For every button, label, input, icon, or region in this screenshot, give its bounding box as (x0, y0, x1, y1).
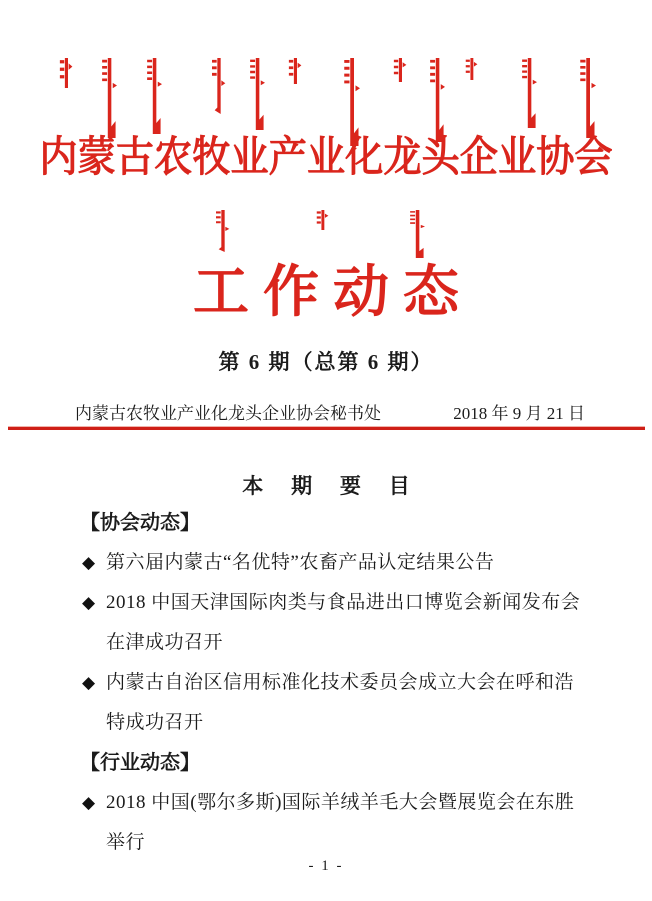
toc-item-text: 举行 (106, 832, 146, 853)
publisher-name: 内蒙古农牧业产业化龙头企业协会秘书处 (75, 404, 381, 423)
toc-section-title: 【协会动态】 (80, 512, 200, 534)
toc-heading: 本 期 要 目 (242, 475, 421, 498)
toc-item-continuation (62, 623, 592, 663)
diamond-bullet-icon: ◆ (82, 553, 96, 572)
mongolian-glyph-icon (287, 58, 302, 84)
diamond-bullet-icon: ◆ (82, 673, 96, 692)
mongolian-glyph-icon (464, 58, 478, 80)
toc-item-continuation (62, 703, 592, 743)
page-number: - 1 - (308, 858, 344, 874)
toc-item (62, 783, 592, 823)
toc-item-text: 内蒙古自治区信用标准化技术委员会成立大会在呼和浩 (106, 672, 575, 693)
toc-section-title: 【行业动态】 (80, 752, 200, 774)
doc-title: 工作动态 (193, 262, 473, 324)
toc-item-text: 2018 中国(鄂尔多斯)国际羊绒羊毛大会暨展览会在东胜 (106, 792, 575, 813)
publisher-line (75, 402, 585, 426)
issue-number-line: 第 6 期（总第 6 期） (218, 350, 434, 374)
mongolian-glyph-icon (392, 58, 407, 82)
toc-item (62, 583, 592, 623)
toc-item-text: 在津成功召开 (106, 632, 224, 653)
mongolian-glyph-icon (100, 58, 117, 138)
mongolian-glyph-icon (578, 58, 596, 138)
toc-item (62, 663, 592, 703)
toc-item (62, 543, 592, 583)
diamond-bullet-icon: ◆ (82, 593, 96, 612)
mongolian-glyph-icon (145, 58, 162, 134)
publish-date: 2018 年 9 月 21 日 (453, 404, 585, 423)
mongolian-glyph-icon (315, 210, 329, 230)
table-of-contents (62, 503, 592, 863)
mongolian-glyph-icon (520, 58, 537, 128)
mongolian-glyph-icon (58, 58, 73, 88)
mongolian-glyph-icon (408, 210, 425, 258)
mongolian-script-row-subtitle (0, 210, 652, 262)
red-divider-line (8, 426, 645, 430)
mongolian-glyph-icon (210, 58, 226, 114)
diamond-bullet-icon: ◆ (82, 793, 96, 812)
org-name-title: 内蒙古农牧业产业化龙头企业协会 (39, 135, 613, 181)
toc-item-text: 2018 中国天津国际肉类与食品进出口博览会新闻发布会 (106, 592, 581, 613)
toc-item-text: 第六届内蒙古“名优特”农畜产品认定结果公告 (106, 552, 495, 573)
toc-item-text: 特成功召开 (106, 712, 204, 733)
mongolian-glyph-icon (248, 58, 265, 130)
mongolian-glyph-icon (214, 210, 230, 252)
